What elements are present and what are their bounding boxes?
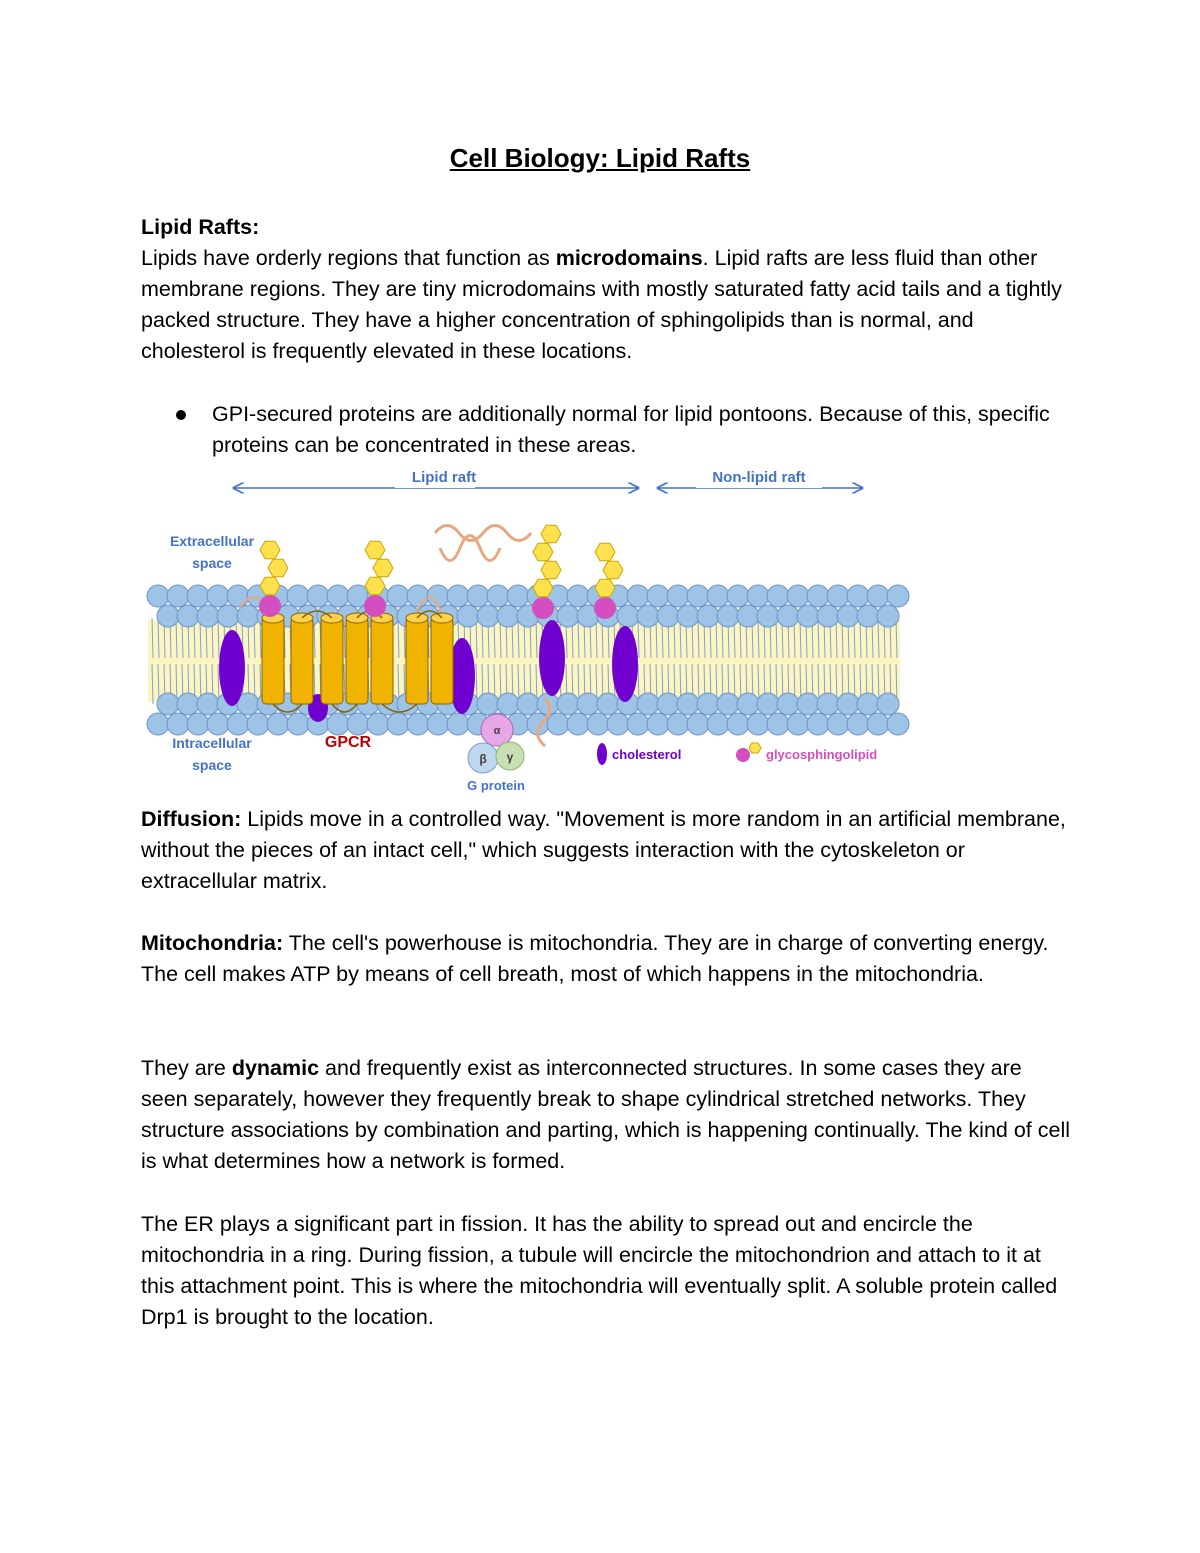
g-protein-label: G protein [467,778,525,793]
lipid-raft-diagram [140,458,910,803]
lipid-rafts-text-1: Lipids have orderly regions that function as [141,246,556,270]
microdomains-term: microdomains [555,246,703,270]
glycosphingolipid-legend-icon [736,748,750,762]
lipid-rafts-text-2: . Lipid rafts are less fluid than other membrane regions. They are tiny microdomains with mostly saturated fatty acid tails and a tightly packed structure. They have a higher concentration of sphingolipids than is normal, and cholesterol is frequently elevated in these locations. [141,246,1062,363]
lipid-rafts-heading: Lipid Rafts: [141,215,260,239]
gpcr-label: GPCR [324,734,372,751]
svg-text:α: α [493,725,501,737]
cholesterol-legend-icon [597,743,607,765]
dynamic-text-1: They are [141,1056,232,1080]
dynamic-paragraph [141,1053,1071,1177]
diffusion-heading: Diffusion: [141,807,242,831]
er-fission-paragraph: The ER plays a significant part in fission. It has the ability to spread out and encircle the mitochondria in a ring. During fission, a tubule will encircle the mitochondrion and attach to it at this attachment point. This is where the mitochondria will eventually split. A soluble protein called Drp1 is brought to the location. [141,1212,1058,1329]
svg-text:γ: γ [506,750,514,764]
bullet-icon [176,410,186,420]
dynamic-text-2: and frequently exist as interconnected structures. In some cases they are seen separately, however they frequently break to shape cylindrical stretched networks. They structure associations by combination and parting, which is happening continually. The kind of cell is what determines how a network is formed. [141,1056,1071,1173]
svg-text:β: β [479,752,487,766]
glycosphingolipid-legend-label: glycosphingolipid [766,747,878,762]
extracellular-label: Extracellular [169,533,255,549]
mitochondria-paragraph [141,928,1071,990]
page-title: Cell Biology: Lipid Rafts [449,143,751,173]
gpi-bullet-item: GPI-secured proteins are additionally normal for lipid pontoons. Because of this, specific proteins can be concentrated in these areas. [212,402,1050,457]
dynamic-term: dynamic [231,1056,320,1080]
cholesterol-legend-label: cholesterol [612,747,682,762]
mitochondria-heading: Mitochondria: [141,931,284,955]
extracellular-space-label: space [192,555,232,571]
diffusion-text: Lipids move in a controlled way. "Movement is more random in an artificial membrane, without the pieces of an intact cell," which suggests interaction with the cytoskeleton or extracellular matrix. [141,807,1066,893]
lipid-rafts-section [141,212,1071,367]
diffusion-paragraph [141,804,1071,897]
mitochondria-text: The cell's powerhouse is mitochondria. They are in charge of converting energy. The cell makes ATP by means of cell breath, most of which happens in the mitochondria. [141,931,1049,986]
lipid-raft-label: Lipid raft [411,469,477,486]
intracellular-label: Intracellular [172,735,252,751]
non-lipid-raft-label: Non-lipid raft [712,469,806,486]
intracellular-space-label: space [192,757,232,773]
